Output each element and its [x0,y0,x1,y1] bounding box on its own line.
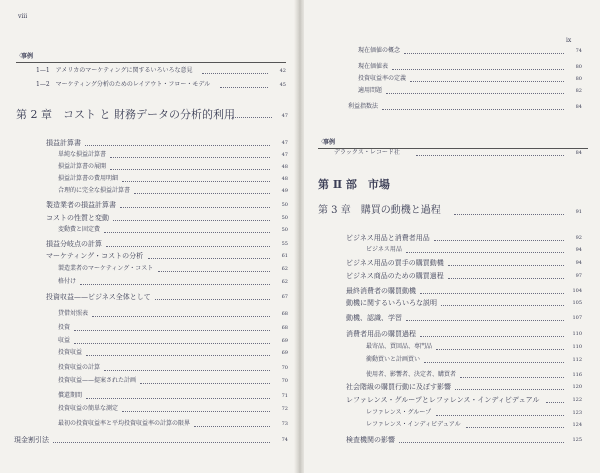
toc-entry-text: 損益分岐点の計算 [46,240,102,248]
toc-page-number: 125 [572,437,582,443]
toc-leader [120,207,270,208]
right-page [304,0,600,473]
toc-entry-text: 動機に関するいろいろな説明 [346,299,437,307]
toc-page-number: 70 [281,378,288,384]
toc-page-number: 97 [575,273,582,279]
toc-leader [386,93,564,94]
toc-leader [74,343,270,344]
toc-page-number: 112 [572,357,582,363]
toc-page-number: 47 [281,152,288,158]
toc-entry-text: 格付け [58,278,77,285]
toc-entry-text: 検査機関の影響 [346,436,395,444]
case-entry: デラックス・レコード社 [334,149,400,156]
toc-entry-text: 合理的に完全な損益計算書 [58,187,131,194]
toc-page-number: 50 [281,215,288,221]
toc-entry-text: 単純な損益計算書 [58,151,107,158]
toc-page-number: 74 [575,48,582,54]
toc-page-number: 80 [575,64,582,70]
toc-leader [436,415,564,416]
toc-page-number: 110 [572,331,582,337]
toc-leader [110,157,270,158]
toc-entry-text: 1—2 マーケティング分析のためのレイアウト・フロー・モデル [36,81,211,88]
toc-entry-text: マーケティング・コストの分析 [46,252,144,260]
page-number-header: ix [566,37,572,44]
toc-entry-text: 利益指数法 [348,103,379,110]
toc-entry-text: 償還期間 [58,392,83,399]
case-label: 事例 [21,53,34,60]
toc-page-number: 123 [572,410,582,416]
toc-entry-text: レファレンス・グループとレファレンス・インディビデュアル [346,396,540,404]
toc-page-number: 116 [572,372,582,378]
toc-leader [406,252,564,253]
case-page: 84 [575,150,582,156]
toc-leader [466,427,564,428]
toc-leader [455,389,564,390]
toc-page-number: 55 [281,241,288,247]
toc-entry-text: 損益計算書の展開 [58,163,107,170]
toc-entry-text: 投資収益——ビジネス全体として [46,293,151,301]
toc-leader [194,426,270,427]
toc-entry-text: 最終消費者の購買動機 [346,287,416,295]
toc-entry-text: 投資収益——提案された計画 [58,377,137,384]
toc-page-number: 49 [281,188,288,194]
case-bracket-left: 〈 [16,53,23,60]
toc-entry-text: 変動費と固定費 [58,226,101,233]
toc-entry-text: 投資収益の簡単な測定 [58,405,119,412]
toc-entry-text: 収益 [58,337,71,344]
toc-leader [546,402,564,403]
toc-entry-text: 最初の投資収益率と平均投資収益率の計算の限界 [58,420,191,427]
toc-leader [92,316,270,317]
toc-leader [85,145,270,146]
toc-leader [399,442,564,443]
toc-leader [448,265,564,266]
toc-page-number: 47 [281,140,288,146]
toc-entry-text: ビジネス用品と消費者用品 [346,234,430,242]
left-page [0,0,296,473]
toc-entry-text: レファレンス・グループ [366,409,432,416]
toc-leader [220,87,268,88]
toc-page-number: 67 [281,294,288,300]
toc-leader [104,370,270,371]
toc-page-number: 84 [575,104,582,110]
toc-entry-text: コストの性質と変動 [46,214,109,222]
toc-page-number: 61 [281,253,288,259]
toc-entry-text: 投資 [58,324,71,331]
toc-entry-text: 現在価値表 [358,63,389,70]
toc-entry-text: ビジネス商品のための購買過程 [346,272,444,280]
page-number-header: viii [18,13,28,20]
toc-leader [424,362,564,363]
toc-leader [110,169,270,170]
toc-leader [158,271,270,272]
toc-entry-text: 1—1 アメリカのマーケティングに関するいろいろな意見 [36,67,193,74]
toc-leader [436,349,564,350]
toc-entry-text: ビジネス用品 [366,246,402,253]
toc-leader [86,398,270,399]
toc-leader [53,442,270,443]
toc-entry-text: 損益計算書 [46,139,81,147]
chapter-2-page: 47 [281,113,288,119]
toc-page-number: 42 [279,68,286,74]
toc-entry-text: 損益計算書の費用明細 [58,175,119,182]
toc-leader [392,69,564,70]
toc-entry-text: レファレンス・インディビデュアル [366,421,461,428]
toc-page-number: 82 [575,88,582,94]
toc-entry-text: 投資収益率の定義 [358,75,407,82]
chapter-3-title: 第 3 章 購買の動機と過程 [318,205,441,216]
toc-page-number: 72 [281,406,288,412]
toc-leader [122,181,270,182]
toc-leader [406,320,564,321]
toc-page-number: 68 [281,325,288,331]
toc-leader [155,299,270,300]
toc-page-number: 104 [572,288,582,294]
toc-page-number: 68 [281,311,288,317]
toc-page-number: 73 [281,421,288,427]
toc-leader [382,109,564,110]
case-leader [416,155,564,156]
part-title: 第 Ⅱ 部 市場 [318,178,390,191]
toc-leader [410,81,564,82]
toc-page-number: 122 [572,397,582,403]
toc-page-number: 110 [572,344,582,350]
toc-leader [448,278,564,279]
toc-page-number: 80 [575,76,582,82]
toc-leader [404,53,564,54]
case-bracket-left: 〈 [318,139,325,146]
toc-page-number: 120 [572,384,582,390]
toc-page-number: 92 [575,235,582,241]
chapter-2-leader [232,117,272,118]
toc-page-number: 45 [279,82,286,88]
toc-page-number: 105 [572,300,582,306]
chapter-3-page: 91 [575,209,582,215]
case-label: 事例 [323,139,336,146]
toc-leader [134,193,270,194]
toc-page-number: 69 [281,350,288,356]
toc-leader [441,305,564,306]
toc-leader [202,73,268,74]
toc-entry-text: 製造業者の損益計算書 [46,201,116,209]
toc-leader [113,220,270,221]
toc-leader [122,411,270,412]
chapter-2-title: 第 2 章 コスト と 財務データの分析的利用 [16,108,235,121]
toc-leader [140,383,270,384]
toc-leader [148,258,270,259]
toc-page-number: 71 [281,393,288,399]
toc-leader [74,330,270,331]
toc-page-number: 62 [281,266,288,272]
toc-leader [420,293,564,294]
toc-page-number: 74 [281,437,288,443]
toc-entry-text: 投資収益の計算 [58,364,101,371]
toc-entry-text: 貸借対照表 [58,310,89,317]
toc-leader [80,284,270,285]
toc-leader [460,377,564,378]
toc-entry-text: 現金割引法 [14,436,49,444]
toc-page-number: 94 [575,247,582,253]
toc-page-number: 124 [572,422,582,428]
toc-entry-text: 投資収益 [58,349,83,356]
toc-entry-text: 消費者用品の購買過程 [346,330,416,338]
toc-page-number: 48 [281,176,288,182]
toc-entry-text: 適用問題 [358,87,383,94]
toc-entry-text: 使用者、影響者、決定者、購買者 [366,371,457,378]
toc-leader [104,232,270,233]
toc-entry-text: 現在価値の概念 [358,47,401,54]
toc-page-number: 69 [281,338,288,344]
toc-page-number: 48 [281,164,288,170]
toc-page-number: 50 [281,202,288,208]
toc-leader [420,336,564,337]
toc-entry-text: 最寄品、買回品、専門品 [366,343,433,350]
toc-page-number: 94 [575,260,582,266]
toc-entry-text: ビジネス用品の買手の購買動機 [346,259,444,267]
toc-page-number: 70 [281,365,288,371]
toc-entry-text: 社会階級の購買行動に及ぼす影響 [346,383,451,391]
toc-leader [86,355,270,356]
toc-entry-text: 動機、認識、学習 [346,314,402,322]
toc-page-number: 50 [281,227,288,233]
case-rule [16,62,286,63]
toc-leader [106,246,270,247]
toc-entry-text: 製造業者のマーケティング・コスト [58,265,154,272]
toc-page-number: 107 [572,315,582,321]
chapter-3-leader [454,214,564,215]
toc-page-number: 62 [281,279,288,285]
toc-entry-text: 衝動買いと計画買い [366,356,421,363]
toc-leader [434,240,564,241]
